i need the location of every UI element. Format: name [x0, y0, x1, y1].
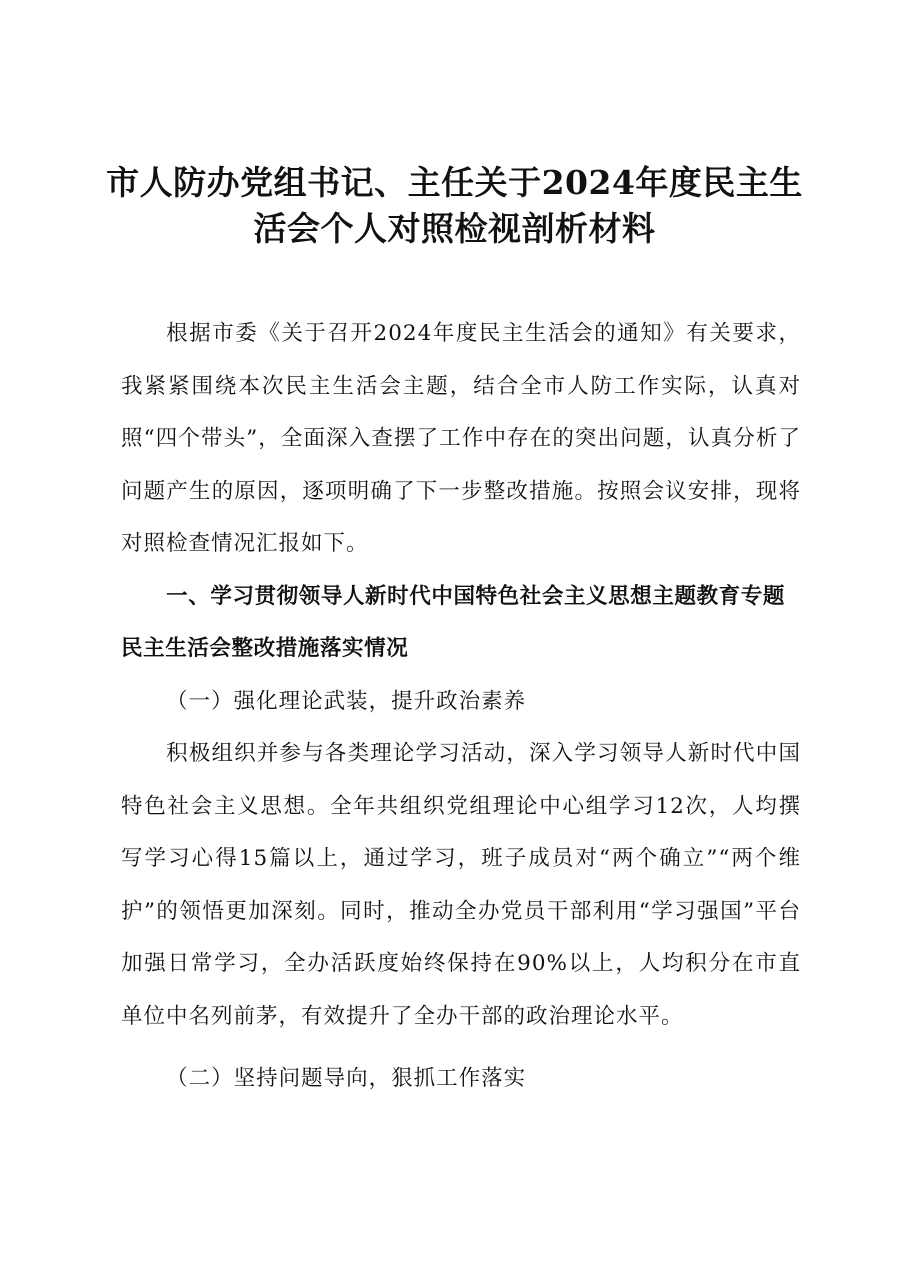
document-title-line-2: 活会个人对照检视剖析材料: [253, 209, 656, 248]
subsection-1-paragraph: 积极组织并参与各类理论学习活动，深入学习领导人新时代中国特色社会主义思想。全年共组织党组理论中心组学习12次，人均撰写学习心得15篇以上，通过学习，班子成员对“两个确立”“两个维护”的领悟更加深刻。同时，推动全办党员干部利用“学习强国”平台加强日常学习，全办活跃度始终保持在90%以上，人均积分在市直单位中名列前茅，有效提升了全办干部的政治理论水平。: [121, 741, 801, 1029]
paragraph-spacer: [121, 1043, 801, 1053]
subsection-1-heading: （一）强化理论武装，提升政治素养: [166, 688, 527, 714]
subsection-2-heading: （二）坚持问题导向，狠抓工作落实: [166, 1066, 527, 1091]
document-body: [121, 308, 801, 1106]
intro-paragraph: 根据市委《关于召开2024年度民主生活会的通知》有关要求，我紧紧围绕本次民主生活会主题，结合全市人防工作实际，认真对照“四个带头”，全面深入查摆了工作中存在的突出问题，认真分析了问题产生的原因，逐项明确了下一步整改措施。按照会议安排，现将对照检查情况汇报如下。: [121, 321, 801, 556]
document-title-line-1: 市人防办党组书记、主任关于2024年度民主生: [106, 163, 803, 202]
section-1-heading: 一、学习贯彻领导人新时代中国特色社会主义思想主题教育专题民主生活会整改措施落实情况: [121, 583, 785, 661]
